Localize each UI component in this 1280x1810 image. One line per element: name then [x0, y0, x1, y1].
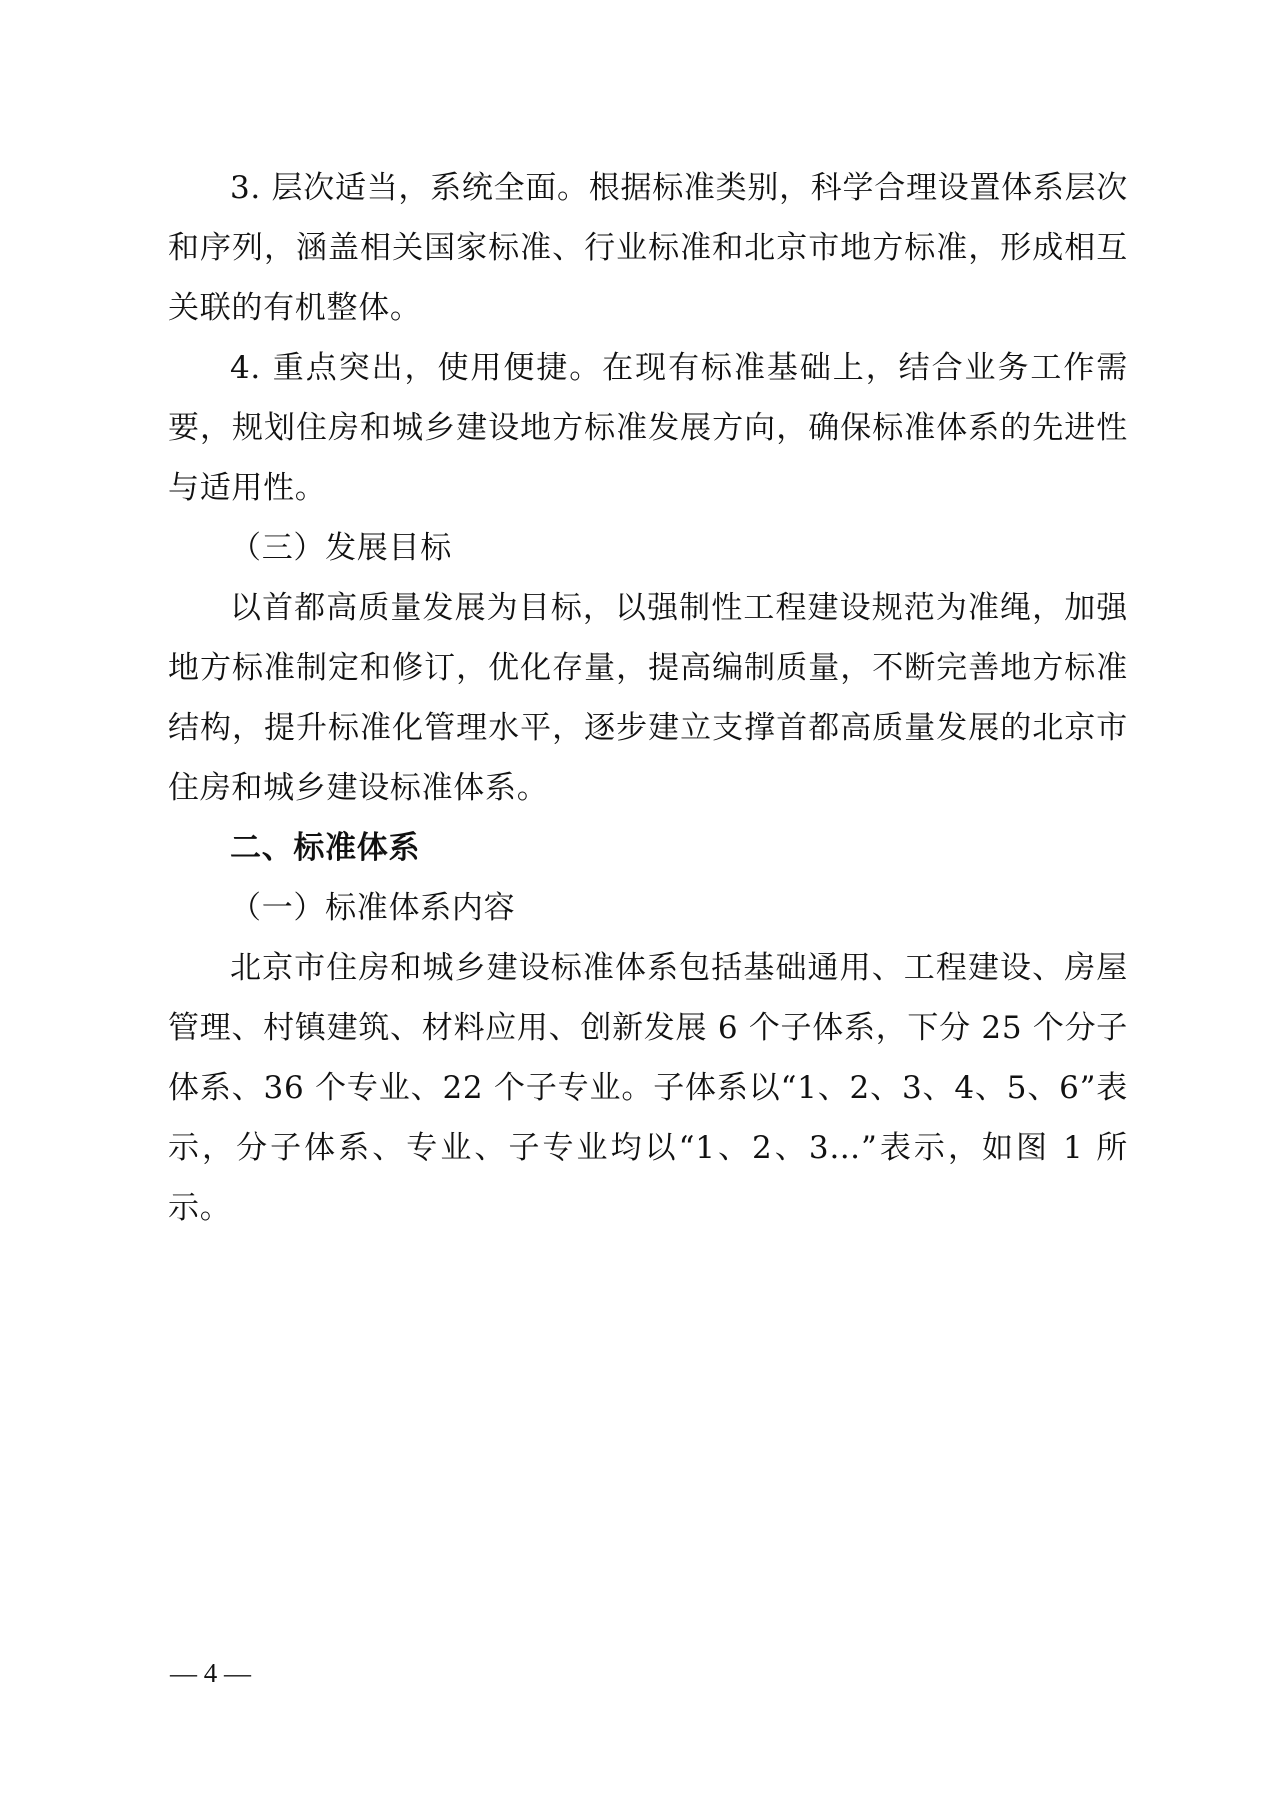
section-heading-standard-system: 二、标准体系 [230, 830, 421, 866]
paragraph-principle-3: 3. 层次适当，系统全面。根据标准类别，科学合理设置体系层次和序列，涵盖相关国家标准、行业标准和北京市地方标准，形成相互关联的有机整体。 [168, 170, 1128, 326]
subheading-development-goals: （三）发展目标 [230, 530, 452, 566]
paragraph-system-content: 北京市住房和城乡建设标准体系包括基础通用、工程建设、房屋管理、村镇建筑、材料应用、创新发展 6 个子体系，下分 25 个分子体系、36 个专业、22 个子专业。子体系以“1、2、3、4、5、6”表示，分子体系、专业、子专业均以“1、2、3…”表示，如图 1 所示。 [168, 950, 1128, 1226]
paragraph-principle-4: 4. 重点突出，使用便捷。在现有标准基础上，结合业务工作需要，规划住房和城乡建设地方标准发展方向，确保标准体系的先进性与适用性。 [168, 350, 1128, 506]
page-number: — 4 — [170, 1658, 251, 1688]
subheading-system-content: （一）标准体系内容 [230, 890, 516, 926]
document-body [168, 158, 1128, 1238]
paragraph-development-goals: 以首都高质量发展为目标，以强制性工程建设规范为准绳，加强地方标准制定和修订，优化存量，提高编制质量，不断完善地方标准结构，提升标准化管理水平，逐步建立支撑首都高质量发展的北京市住房和城乡建设标准体系。 [168, 590, 1128, 806]
